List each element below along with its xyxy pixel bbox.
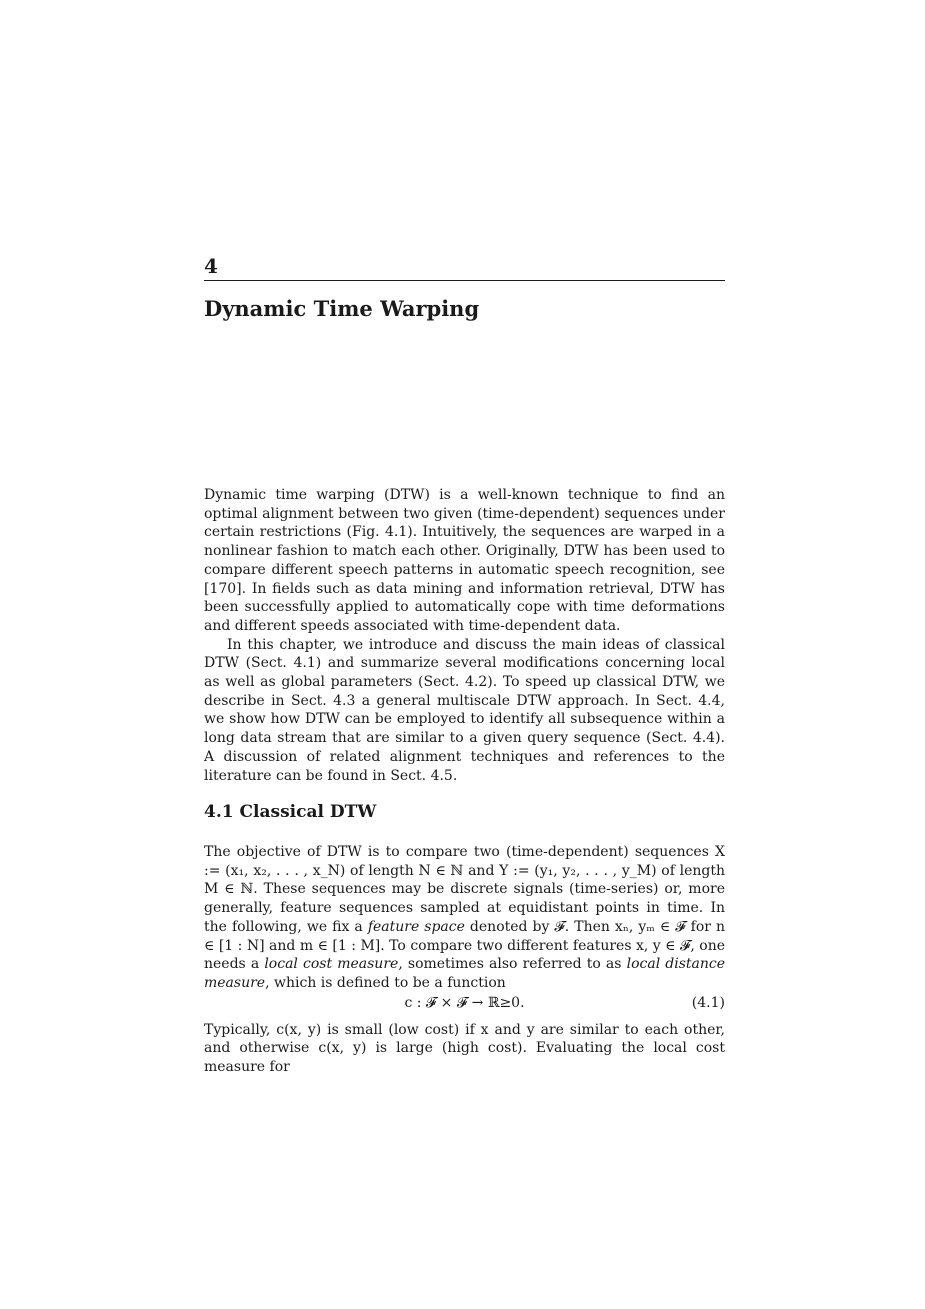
section-paragraph-2: Typically, c(x, y) is small (low cost) if x and y are similar to each other, and otherwise c(x, y) is large (high cost). Evaluating the local cost measure for bbox=[204, 1021, 725, 1076]
intro-paragraph-2: In this chapter, we introduce and discuss the main ideas of classical DTW (Sect. 4.1) and summarize several modifications concerning local as well as global parameters (Sect. 4.2). To speed up classical DTW, we describe in Sect. 4.3 a general multiscale DTW approach. In Sect. 4.4, we show how DTW can be employed to identify all subsequence within a long data stream that are similar to a given query sequence (Sect. 4.4). A discussion of related alignment techniques and references to the literature can be found in Sect. 4.5. bbox=[204, 636, 725, 784]
section-title: 4.1 Classical DTW bbox=[204, 802, 377, 822]
chapter-title: Dynamic Time Warping bbox=[204, 296, 480, 321]
equation-number: (4.1) bbox=[691, 994, 725, 1011]
text-run: The objective of DTW is to compare two (time-dependent) sequences X := (x₁, x₂, . . . , x_N) of length N ∈ ℕ and Y := (y₁, y₂, . . . , y_M) of length M ∈ ℕ. These sequences may be discrete signals (time-series) or, more generally, feature sequences sampled at equidistant points in time. In the following, we fix a bbox=[204, 844, 725, 935]
section-body bbox=[204, 843, 725, 1077]
term-local-distance-measure: local distance measure bbox=[204, 956, 726, 991]
text-run: denoted by 𝓕. Then xₙ, yₘ ∈ 𝓕 for n ∈ [1 : N] and m ∈ [1 : M]. To compare two different features x, y ∈ 𝓕, one needs a bbox=[204, 918, 725, 973]
chapter-rule bbox=[204, 280, 725, 281]
section-paragraph-1 bbox=[204, 843, 725, 993]
chapter-number: 4 bbox=[204, 254, 218, 278]
intro-paragraph-1: Dynamic time warping (DTW) is a well-known technique to find an optimal alignment between two given (time-dependent) sequences under certain restrictions (Fig. 4.1). Intuitively, the sequences are warped in a nonlinear fashion to match each other. Originally, DTW has been used to compare different speech patterns in automatic speech recognition, see [170]. In fields such as data mining and information retrieval, DTW has been successfully applied to automatically cope with time deformations and different speeds associated with time-dependent data. bbox=[204, 487, 725, 634]
chapter-intro bbox=[204, 486, 725, 785]
equation-formula: c : 𝓕 × 𝓕 → ℝ≥0. bbox=[404, 994, 525, 1011]
term-local-cost-measure: local cost measure bbox=[264, 956, 399, 973]
term-feature-space: feature space bbox=[367, 918, 465, 935]
equation-4-1 bbox=[204, 993, 725, 1017]
text-run: , sometimes also referred to as bbox=[398, 956, 627, 973]
text-run: , which is defined to be a function bbox=[265, 974, 506, 991]
